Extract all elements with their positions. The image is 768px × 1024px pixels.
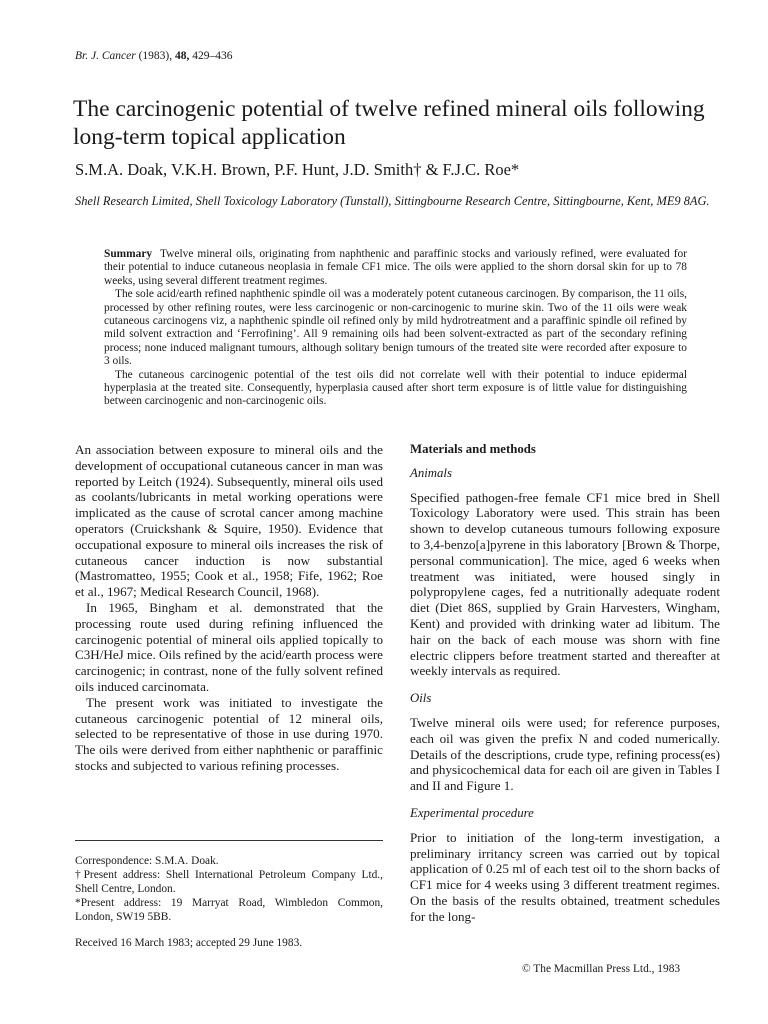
- copyright-notice: © The Macmillan Press Ltd., 1983: [522, 963, 681, 975]
- journal-name: Br. J. Cancer: [75, 50, 136, 62]
- article-title: The carcinogenic potential of twelve refined mineral oils following long-term topical application: [73, 96, 705, 150]
- journal-citation: [75, 50, 232, 62]
- summary-paragraph-3: The cutaneous carcinogenic potential of the test oils did not correlate well with their potential to induce epidermal hyperplasia at the treated site. Consequently, hyperplasia caused after short term exposure is of little value for distinguishing between carcinogenic and non-carcinogenic oils.: [104, 368, 687, 408]
- summary-label: Summary: [104, 248, 153, 260]
- affiliation: Shell Research Limited, Shell Toxicology Laboratory (Tunstall), Sittingbourne Research Centre, Sittingbourne, Kent, ME9 8AG.: [75, 194, 710, 208]
- summary-paragraph-1: [104, 248, 687, 288]
- subheading-oils: Oils: [410, 691, 432, 706]
- animals-paragraph: Specified pathogen-free female CF1 mice bred in Shell Toxicology Laboratory were used. This strain has been shown to develop cutaneous tumours following exposure to 3,4-benzo[a]pyrene in this laboratory [Brown & Thorpe, personal communication]. The mice, aged 6 weeks when treatment was initiated, were housed singly in polypropylene cages, fed a nutritionally adequate rodent diet (Diet 86S, supplied by Grain Harvesters, Wingham, Kent) and provided with drinking water ad libitum. The hair on the back of each mouse was shorn with fine electric clippers before treatment started and thereafter at weekly intervals as required.: [410, 489, 720, 679]
- journal-volume: 48,: [174, 50, 190, 62]
- intro-paragraph-3: The present work was initiated to investigate the cutaneous carcinogenic potential of 12 mineral oils, selected to be representative of those in use during 1970. The oils were derived from either naphthenic or paraffinic stocks and subjected to various refining processes.: [75, 694, 383, 773]
- received-dates: Received 16 March 1983; accepted 29 June 1983.: [75, 937, 303, 949]
- footnote-divider: [75, 840, 383, 841]
- journal-year: (1983),: [138, 50, 173, 62]
- summary-paragraph-2: The sole acid/earth refined naphthenic spindle oil was a moderately potent cutaneous carcinogen. By comparison, the 11 oils, processed by other refining routes, were less carcinogenic or non-carcinogenic to murine skin. Two of the 11 oils were weak cutaneous carcinogens viz, a naphthenic spindle oil refined only by mild hydrotreatment and a paraffinic spindle oil refined by mild solvent extraction and ‘Ferrofining’. All 9 remaining oils had been solvent-extracted as part of the secondary refining process; none induced malignant tumours, although solitary benign tumours of the treated site were recorded after exposure to 3 oils.: [104, 288, 687, 368]
- section-heading-methods: Materials and methods: [410, 442, 536, 456]
- intro-paragraph-2: In 1965, Bingham et al. demonstrated that the processing route used during refining influenced the carcinogenic potential of mineral oils applied topically to C3H/HeJ mice. Oils refined by the acid/earth process were carcinogenic; in contrast, none of the fully solvent refined oils induced carcinomata.: [75, 599, 383, 694]
- subheading-animals: Animals: [410, 465, 452, 480]
- subheading-procedure: Experimental procedure: [410, 805, 534, 820]
- summary-text-1: Twelve mineral oils, originating from naphthenic and paraffinic stocks and variously refined, were evaluated for their potential to induce cutaneous neoplasia in female CF1 mice. The oils were applied to the shorn dorsal skin for up to 78 weeks, using several different treatment regimes.: [104, 248, 687, 287]
- correspondence-note: Correspondence: S.M.A. Doak.: [75, 855, 219, 867]
- right-column: [410, 442, 720, 925]
- author-list: S.M.A. Doak, V.K.H. Brown, P.F. Hunt, J.D. Smith† & F.J.C. Roe*: [75, 160, 520, 179]
- spacer: [410, 794, 720, 806]
- oils-paragraph: Twelve mineral oils were used; for reference purposes, each oil was given the prefix N and coded numerically. Details of the descriptions, crude type, refining process(es) and physicochemical data for each oil are given in Tables I and II and Figure 1.: [410, 714, 720, 794]
- intro-paragraph-1: An association between exposure to mineral oils and the development of occupational cutaneous cancer in man was reported by Leitch (1924). Subsequently, mineral oils used as coolants/lubricants in metal working operations were implicated as the cause of scrotal cancer among machine operators (Cruickshank & Squire, 1950). Evidence that occupational exposure to mineral oils increases the risk of cutaneous cancer induction is now substantial (Mastromatteo, 1955; Cook et al., 1958; Fife, 1962; Roe et al., 1967; Medical Research Council, 1968).: [75, 442, 383, 600]
- left-column: [75, 442, 383, 774]
- procedure-paragraph: Prior to initiation of the long-term investigation, a preliminary irritancy screen was carried out by topical application of 0.25 ml of each test oil to the shorn backs of CF1 mice for 4 weeks using 3 different treatment regimes. On the basis of the results obtained, treatment schedules for the long-: [410, 829, 720, 924]
- footnote-asterisk: *Present address: 19 Marryat Road, Wimbledon Common, London, SW19 5BB.: [75, 897, 383, 923]
- spacer: [410, 679, 720, 691]
- footnote-dagger: †Present address: Shell International Petroleum Company Ltd., Shell Centre, London.: [75, 869, 383, 895]
- journal-pages: 429–436: [192, 50, 233, 62]
- footnotes: [75, 854, 383, 924]
- summary-block: [104, 248, 687, 409]
